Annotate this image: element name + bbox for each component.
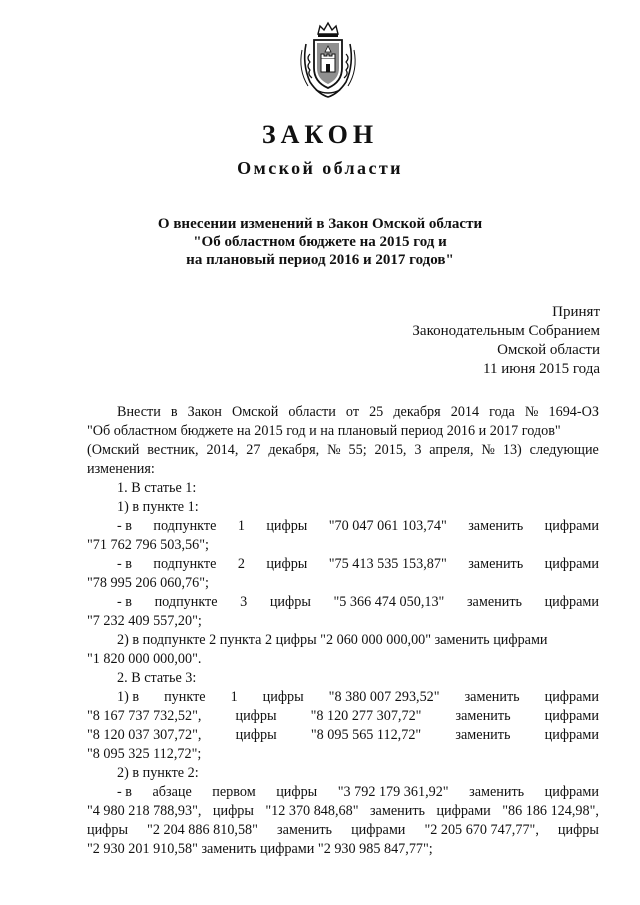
article-heading: 2. В статье 3: (117, 670, 197, 686)
body-line: "1 820 000 000,00". (87, 651, 202, 667)
subject-line: О внесении изменений в Закон Омской области (157, 216, 483, 232)
law-title: ЗАКОН (261, 120, 379, 149)
word: Омской (231, 404, 279, 420)
body-line: 2) в подпункте 2 пункта 2 цифры "2 060 000 000,00" заменить цифрами (117, 632, 548, 648)
word: цифрами (544, 727, 599, 743)
word: 13) (502, 442, 522, 458)
word: "2 204 886 810,58" (147, 822, 258, 838)
word: абзаце (152, 784, 192, 800)
word: Закон (187, 404, 222, 420)
word: цифрами (544, 708, 599, 724)
word: декабря, (268, 442, 320, 458)
word: заменить (464, 689, 520, 705)
word: "8 120 037 307,72", (87, 727, 202, 743)
word: пункте (164, 689, 206, 705)
word: 2014, (206, 442, 239, 458)
word: 1694-ОЗ (548, 404, 599, 420)
subject-line: "Об областном бюджете на 2015 год и (193, 234, 447, 250)
word: цифры (269, 594, 311, 610)
adoption-block (340, 303, 600, 379)
body-line (87, 403, 599, 422)
word: следующие (529, 442, 599, 458)
adopted-date: 11 июня 2015 года (483, 361, 600, 377)
body-line: "78 995 206 060,76"; (87, 575, 209, 591)
word: 1 (230, 689, 238, 705)
body-line (87, 688, 599, 707)
word: "75 413 535 153,87" (328, 556, 447, 572)
word: 25 (369, 404, 384, 420)
word: цифрами (544, 518, 599, 534)
point-heading: 2) в пункте 2: (117, 765, 199, 781)
word: 2014 (450, 404, 480, 420)
body-line (87, 783, 599, 802)
word: цифры (557, 822, 599, 838)
body-line (87, 441, 599, 460)
word: от (345, 404, 360, 420)
word: 1 (237, 518, 245, 534)
law-subject (0, 215, 640, 269)
word: заменить (276, 822, 333, 838)
word: "4 980 218 788,93", (87, 803, 202, 819)
word: цифры (235, 708, 277, 724)
word: "3 792 179 361,92" (337, 784, 449, 800)
word: "2 205 670 747,77", (424, 822, 539, 838)
coat-of-arms-icon (296, 20, 360, 100)
word: 27 (246, 442, 261, 458)
body-line: "Об областном бюджете на 2015 год и на плановый период 2016 и 2017 годов" (87, 423, 561, 439)
word: цифрами (544, 594, 599, 610)
word: заменить (466, 594, 522, 610)
word: 3 (414, 442, 422, 458)
word: первом (212, 784, 256, 800)
word: 2 (237, 556, 245, 572)
body-line: "2 930 201 910,58" заменить цифрами "2 930 985 847,77"; (87, 841, 433, 857)
word: в (170, 404, 178, 420)
word: вестник, (147, 442, 199, 458)
word: 2015, (374, 442, 407, 458)
word: - в (117, 594, 132, 610)
word: цифры (235, 727, 277, 743)
word: № (327, 442, 341, 458)
word: апреля, (429, 442, 474, 458)
word: "8 380 007 293,52" (328, 689, 440, 705)
word: декабря (393, 404, 441, 420)
word: 55; (348, 442, 367, 458)
word: - в (117, 556, 132, 572)
word: заменить (468, 556, 524, 572)
body-line: "71 762 796 503,56"; (87, 537, 209, 553)
word: цифрами (544, 784, 599, 800)
body-line (87, 726, 599, 745)
word: "8 120 277 307,72" (310, 708, 422, 724)
word: цифрами (436, 803, 491, 819)
adopted-label: Принят (552, 304, 600, 320)
word: № (524, 404, 539, 420)
word: цифры (87, 822, 129, 838)
word: цифрами (544, 689, 599, 705)
law-body (87, 403, 599, 859)
word: "86 186 124,98", (502, 803, 599, 819)
body-line: "7 232 409 557,20"; (87, 613, 202, 629)
word: заменить (455, 727, 511, 743)
word: подпункте (153, 556, 217, 572)
body-line: изменения: (87, 461, 155, 477)
word: цифры (212, 803, 254, 819)
body-line (87, 517, 599, 536)
word: области (288, 404, 336, 420)
word: подпункте (154, 594, 218, 610)
body-line (87, 555, 599, 574)
subject-line: на плановый период 2016 и 2017 годов" (186, 252, 454, 268)
body-line (87, 593, 599, 612)
word: заменить (455, 708, 511, 724)
region-name: Омской области (237, 158, 403, 178)
word: № (481, 442, 495, 458)
adopted-region: Омской области (497, 342, 600, 358)
word: 3 (240, 594, 248, 610)
adopted-by: Законодательным Собранием (412, 323, 600, 339)
word: цифры (266, 518, 308, 534)
body-line (87, 802, 599, 821)
word: "70 047 061 103,74" (328, 518, 447, 534)
word: цифры (276, 784, 318, 800)
body-line: "8 095 325 112,72"; (87, 746, 202, 762)
word: цифры (262, 689, 304, 705)
word: "8 167 737 732,52", (87, 708, 202, 724)
body-line (87, 821, 599, 840)
word: подпункте (153, 518, 217, 534)
word: заменить (468, 518, 524, 534)
word: (Омский (87, 442, 140, 458)
body-line (87, 707, 599, 726)
word: "8 095 565 112,72" (310, 727, 422, 743)
word: заменить (469, 784, 525, 800)
word: цифры (266, 556, 308, 572)
word: - в (117, 518, 132, 534)
word: - в (117, 784, 132, 800)
word: Внести (117, 404, 161, 420)
point-heading: 1) в пункте 1: (117, 499, 199, 515)
article-heading: 1. В статье 1: (117, 480, 197, 496)
word: года (489, 404, 515, 420)
word: цифрами (544, 556, 599, 572)
word: "5 366 474 050,13" (333, 594, 445, 610)
word: заменить (369, 803, 425, 819)
word: "12 370 848,68" (265, 803, 359, 819)
word: 1) в (117, 689, 140, 705)
word: цифрами (351, 822, 406, 838)
